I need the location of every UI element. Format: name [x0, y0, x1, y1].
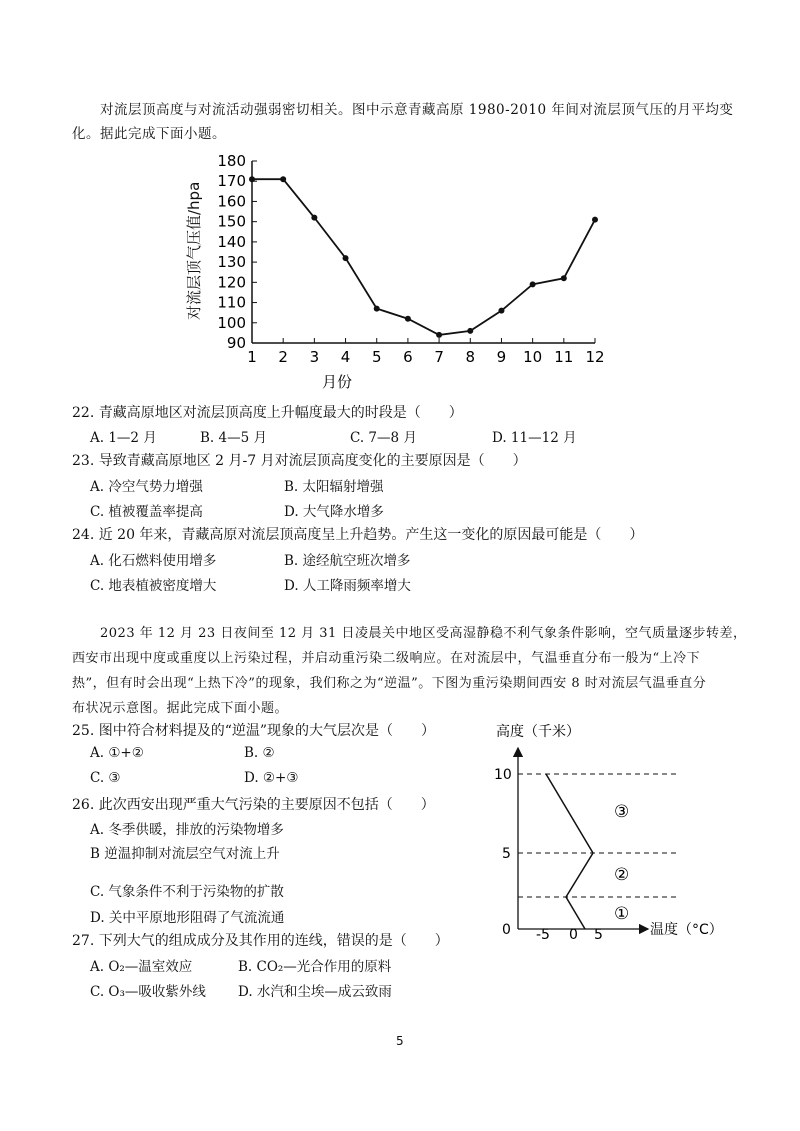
q24-option-b: B. 途经航空班次增多: [284, 553, 411, 569]
chart-data-point: [592, 217, 598, 223]
q23-option-a: A. 冷空气势力增强: [90, 479, 203, 495]
chart-ytick-label: 100: [217, 313, 246, 332]
diagram-x-axis-label: 温度（°C）: [650, 922, 723, 938]
chart-xtick-label: 2: [278, 348, 288, 366]
chart-data-point: [436, 332, 442, 338]
q23-stem: 23. 导致青藏高原地区 2 月-7 月对流层顶高度变化的主要原因是（ ）: [72, 453, 527, 469]
chart-xtick-label: 11: [554, 348, 574, 366]
temperature-profile-line: [546, 774, 593, 929]
passage2-line4: 布状况示意图。据此完成下面小题。: [72, 701, 289, 716]
q26-option-b: B 逆温抑制对流层空气对流上升: [90, 846, 280, 862]
chart-data-point: [343, 255, 349, 261]
diagram-xtick-0: 0: [569, 927, 578, 943]
q25-option-b: B. ②: [244, 745, 275, 761]
q27-option-d: D. 水汽和尘埃—成云致雨: [238, 984, 392, 1000]
layer-label-3: ③: [614, 802, 630, 822]
diagram-xtick-5: 5: [594, 927, 603, 943]
chart-data-point: [311, 215, 317, 221]
q23-option-d: D. 大气降水增多: [284, 504, 384, 520]
tropopause-pressure-chart: [180, 148, 620, 393]
layer-label-2: ②: [614, 865, 630, 885]
chart-xtick-label: 4: [340, 348, 351, 366]
chart-xtick-label: 7: [434, 348, 444, 366]
chart-ytick-label: 180: [217, 152, 246, 170]
q22-option-c: C. 7—8 月: [350, 430, 417, 446]
q24-option-d: D. 人工降雨频率增大: [284, 578, 411, 594]
chart-data-point: [561, 275, 567, 281]
chart-data-point: [249, 176, 255, 182]
q27-stem: 27. 下列大气的组成成分及其作用的连线，错误的是（ ）: [72, 933, 449, 949]
chart-y-axis-title: 对流层顶气压值/hpa: [185, 181, 203, 320]
diagram-ytick-10: 10: [494, 767, 512, 783]
q26-option-d: D. 关中平原地形阻碍了气流流通: [90, 910, 285, 926]
chart-data-point: [498, 308, 504, 314]
page-number: 5: [396, 1034, 404, 1048]
chart-xtick-label: 5: [371, 348, 382, 366]
q24-stem: 24. 近 20 年来，青藏高原对流层顶高度呈上升趋势。产生这一变化的原因最可能是（ ）: [72, 527, 644, 543]
layer-label-1: ①: [614, 904, 630, 924]
q25-option-a: A. ①+②: [90, 745, 144, 761]
chart-ytick-label: 170: [217, 172, 246, 191]
diagram-ytick-5: 5: [502, 846, 511, 862]
q25-stem: 25. 图中符合材料提及的“逆温”现象的大气层次是（ ）: [72, 723, 436, 739]
passage1-line2: 化。据此完成下面小题。: [72, 126, 226, 142]
chart-ytick-label: 110: [217, 293, 246, 312]
chart-xtick-label: 12: [585, 348, 605, 366]
q22-option-b: B. 4—5 月: [200, 430, 267, 446]
diagram-ytick-0: 0: [502, 922, 511, 938]
q23-option-b: B. 太阳辐射增强: [284, 479, 384, 495]
chart-xtick-label: 8: [465, 348, 476, 366]
chart-xtick-label: 6: [403, 348, 413, 366]
chart-xtick-label: 3: [309, 348, 320, 366]
chart-xtick-label: 10: [523, 348, 543, 366]
chart-ytick-label: 90: [226, 334, 246, 352]
diagram-xtick-neg5: -5: [536, 927, 550, 943]
chart-x-axis-label: 月份: [321, 373, 353, 391]
chart-data-point: [530, 281, 536, 287]
q27-option-a: A. O₂—温室效应: [90, 959, 193, 975]
temperature-profile-diagram: [490, 718, 740, 943]
passage2-line3: 热”，但有时会出现“上热下冷”的现象，我们称之为“逆温”。下图为重污染期间西安 8 时对流层气温垂直分: [72, 676, 707, 691]
q25-option-d: D. ②+③: [244, 770, 299, 786]
q22-option-d: D. 11—12 月: [492, 430, 577, 446]
chart-series-line: [252, 179, 595, 335]
diagram-y-axis-label: 高度（千米）: [496, 724, 580, 740]
chart-data-point: [405, 316, 411, 322]
q23-option-c: C. 植被覆盖率提高: [90, 504, 203, 520]
passage2-line2: 西安市出现中度或重度以上污染过程，并启动重污染二级响应。在对流层中，气温垂直分布一般为“上冷下: [72, 651, 701, 666]
chart-xtick-label: 1: [247, 348, 257, 366]
chart-data-point: [374, 306, 380, 312]
q26-stem: 26. 此次西安出现严重大气污染的主要原因不包括（ ）: [72, 797, 435, 813]
q25-option-c: C. ③: [90, 770, 121, 786]
chart-ytick-label: 140: [217, 232, 246, 251]
q26-option-c: C. 气象条件不利于污染物的扩散: [90, 884, 284, 900]
q22-stem: 22. 青藏高原地区对流层顶高度上升幅度最大的时段是（ ）: [72, 405, 463, 421]
chart-ytick-label: 160: [217, 192, 246, 211]
chart-ytick-label: 130: [217, 253, 246, 272]
chart-data-point: [280, 176, 286, 182]
q27-option-c: C. O₃—吸收紫外线: [90, 984, 206, 1000]
q24-option-c: C. 地表植被密度增大: [90, 578, 217, 594]
passage1-line1: 对流层顶高度与对流活动强弱密切相关。图中示意青藏高原 1980-2010 年间对流层顶气压的月平均变: [100, 102, 734, 118]
q26-option-a: A. 冬季供暖，排放的污染物增多: [90, 822, 284, 838]
q27-option-b: B. CO₂—光合作用的原料: [238, 959, 392, 975]
chart-data-point: [467, 328, 473, 334]
q24-option-a: A. 化石燃料使用增多: [90, 553, 217, 569]
chart-ytick-label: 120: [217, 273, 246, 292]
q22-option-a: A. 1—2 月: [90, 430, 157, 446]
chart-xtick-label: 9: [496, 348, 507, 366]
chart-ytick-label: 150: [217, 212, 246, 231]
passage2-line1: 2023 年 12 月 23 日夜间至 12 月 31 日凌晨关中地区受高湿静稳不利气象条件影响，空气质量逐步转差，: [100, 626, 747, 641]
